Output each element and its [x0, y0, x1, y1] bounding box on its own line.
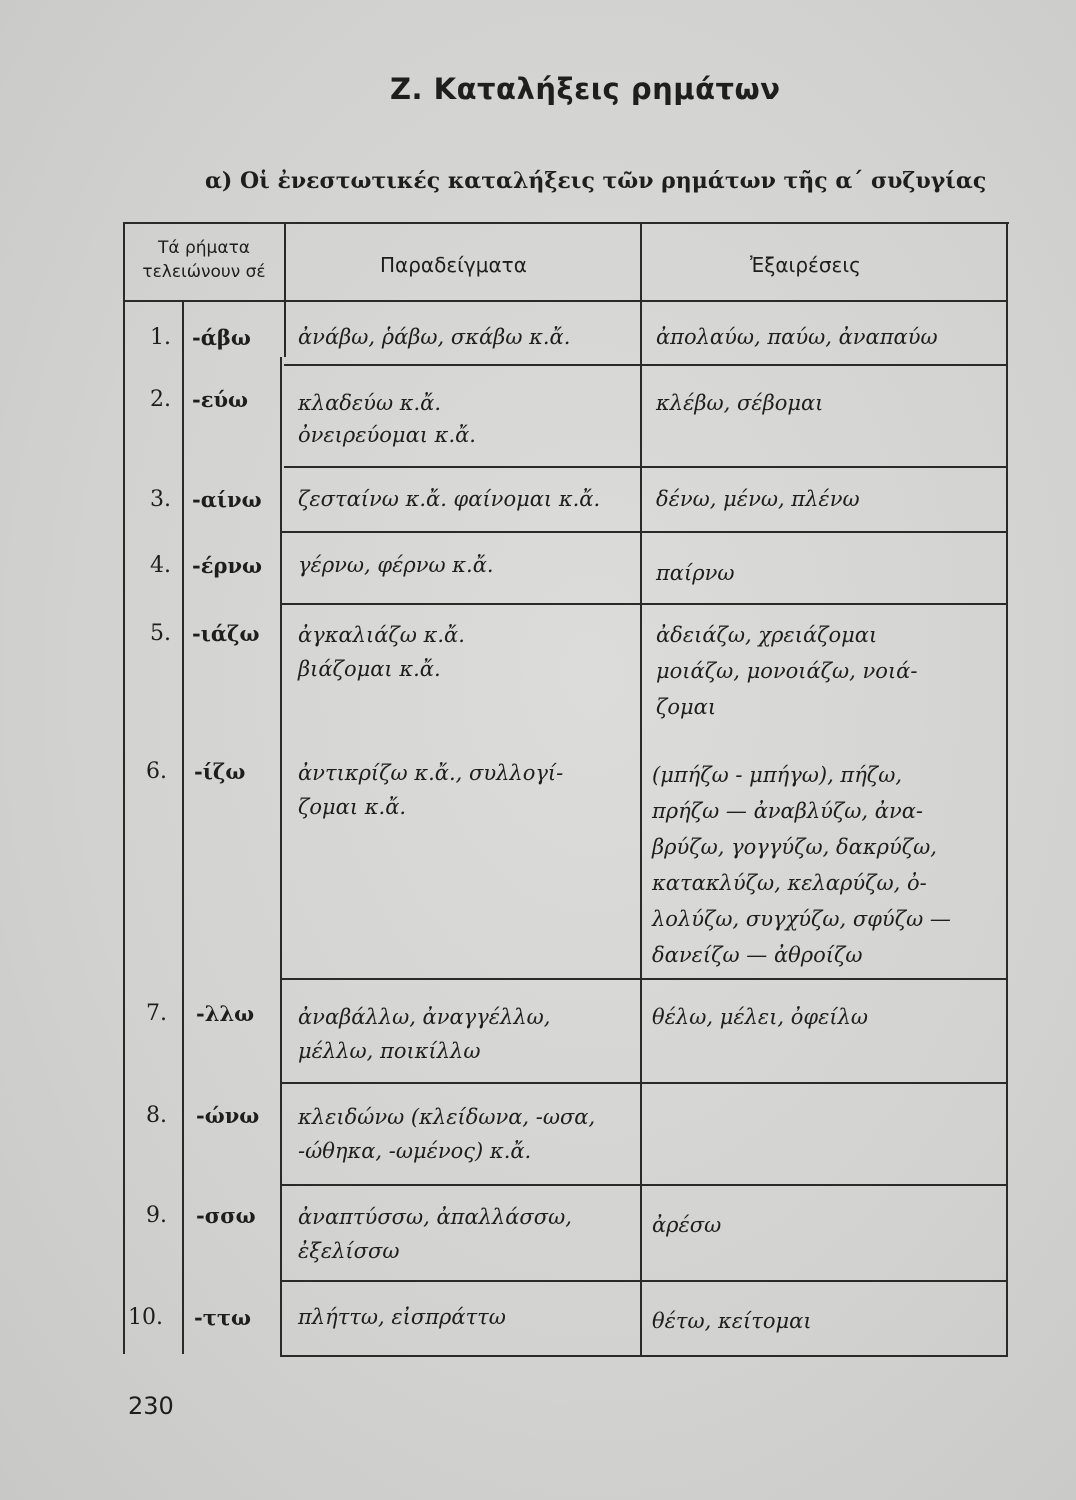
row-number: 9. — [146, 1203, 167, 1228]
row-rule — [282, 603, 1008, 605]
header-endings: Τά ρήματα τελειώνουν σέ — [142, 238, 266, 282]
examples-line: ἀγκαλιάζω κ.ἄ. — [298, 623, 465, 647]
verb-ending: -εύω — [192, 387, 249, 412]
verb-ending: -αίνω — [192, 487, 262, 512]
exceptions-line: κατακλύζω, κελαρύζω, ὀ- — [652, 871, 927, 895]
examples-line: γέρνω, φέρνω κ.ἄ. — [298, 553, 494, 577]
exceptions-line: δένω, μένω, πλένω — [656, 487, 860, 511]
row-number: 7. — [146, 1001, 167, 1026]
verb-ending: -έρνω — [192, 553, 263, 578]
exceptions-line: λολύζω, συγχύζω, σφύζω — — [652, 907, 951, 931]
col-divider-examples — [284, 222, 286, 357]
row-number: 3. — [150, 487, 171, 512]
col-divider-num — [182, 300, 184, 1354]
exceptions-line: θέτω, κείτομαι — [652, 1309, 812, 1333]
exceptions-line: ἀδειάζω, χρειάζομαι — [656, 623, 878, 647]
row-number: 1. — [150, 325, 171, 350]
row-number: 10. — [128, 1305, 163, 1330]
examples-line: ζομαι κ.ἄ. — [298, 795, 407, 819]
exceptions-line: ἀπολαύω, παύω, ἀναπαύω — [656, 325, 938, 349]
examples-line: ζεσταίνω κ.ἄ. φαίνομαι κ.ἄ. — [298, 487, 601, 511]
page-number: 230 — [128, 1392, 174, 1420]
row-rule — [284, 364, 1008, 366]
col-divider-examples-lower — [280, 357, 282, 1357]
examples-line: ἀναβάλλω, ἀναγγέλλω, — [298, 1005, 551, 1029]
exceptions-line: κλέβω, σέβομαι — [656, 391, 824, 415]
examples-line: ἀναπτύσσω, ἀπαλλάσσω, — [298, 1205, 572, 1229]
examples-line: κλειδώνω (κλείδωνα, -ωσα, — [298, 1105, 596, 1129]
header-exceptions: Ἐξαιρέσεις — [750, 253, 861, 277]
examples-line: κλαδεύω κ.ἄ. — [298, 391, 442, 415]
row-rule — [284, 466, 1008, 468]
row-number: 8. — [146, 1103, 167, 1128]
row-number: 2. — [150, 387, 171, 412]
exceptions-line: δανείζω — ἀθροίζω — [652, 943, 863, 967]
row-rule — [282, 531, 1008, 533]
examples-line: -ώθηκα, -ωμένος) κ.ἄ. — [298, 1139, 532, 1163]
exceptions-line: ζομαι — [656, 695, 717, 719]
header-bottom-rule — [123, 300, 1008, 302]
examples-line: ὀνειρεύομαι κ.ἄ. — [298, 423, 476, 447]
examples-line: πλήττω, εἰσπράττω — [298, 1305, 506, 1329]
table-caption: α) Οἱ ἐνεστωτικές καταλήξεις τῶν ρημάτων τῆς α΄ συζυγίας — [205, 168, 987, 194]
verb-ending: -σσω — [196, 1203, 256, 1228]
verb-ending: -ττω — [194, 1305, 251, 1330]
examples-line: μέλλω, ποικίλλω — [298, 1039, 481, 1063]
verb-ending: -άβω — [192, 325, 251, 350]
row-rule — [280, 1280, 1008, 1282]
row-rule — [280, 1184, 1008, 1186]
col-divider-exceptions — [640, 222, 642, 1357]
exceptions-line: ἀρέσω — [652, 1213, 722, 1237]
verb-ending: -ιάζω — [192, 621, 260, 646]
exceptions-line: πρήζω — ἀναβλύζω, ἀνα- — [652, 799, 924, 823]
table-bottom-rule — [280, 1355, 1008, 1357]
examples-line: ἀντικρίζω κ.ἄ., συλλογί- — [298, 761, 564, 785]
row-rule — [280, 978, 1008, 980]
exceptions-line: μοιάζω, μονοιάζω, νοιά- — [656, 659, 918, 683]
col-divider-left — [123, 222, 125, 1354]
exceptions-line: παίρνω — [656, 561, 735, 585]
exceptions-line: (μπήζω - μπήγω), πήζω, — [652, 763, 902, 787]
header-examples: Παραδείγματα — [380, 253, 527, 277]
row-number: 5. — [150, 621, 171, 646]
row-rule — [280, 1082, 1008, 1084]
examples-line: ἀνάβω, ῥάβω, σκάβω κ.ἄ. — [298, 325, 571, 349]
examples-line: ἐξελίσσω — [298, 1239, 400, 1263]
page-heading: Ζ. Καταλήξεις ρημάτων — [390, 72, 781, 106]
verb-ending: -λλω — [196, 1001, 255, 1026]
table-top-rule — [123, 222, 1009, 224]
verb-ending: -ώνω — [196, 1103, 260, 1128]
table-right-rule — [1006, 222, 1008, 1357]
exceptions-line: θέλω, μέλει, ὀφείλω — [652, 1005, 869, 1029]
exceptions-line: βρύζω, γογγύζω, δακρύζω, — [652, 835, 937, 859]
verb-ending: -ίζω — [194, 759, 246, 784]
row-number: 6. — [146, 759, 167, 784]
examples-line: βιάζομαι κ.ἄ. — [298, 657, 441, 681]
row-number: 4. — [150, 553, 171, 578]
